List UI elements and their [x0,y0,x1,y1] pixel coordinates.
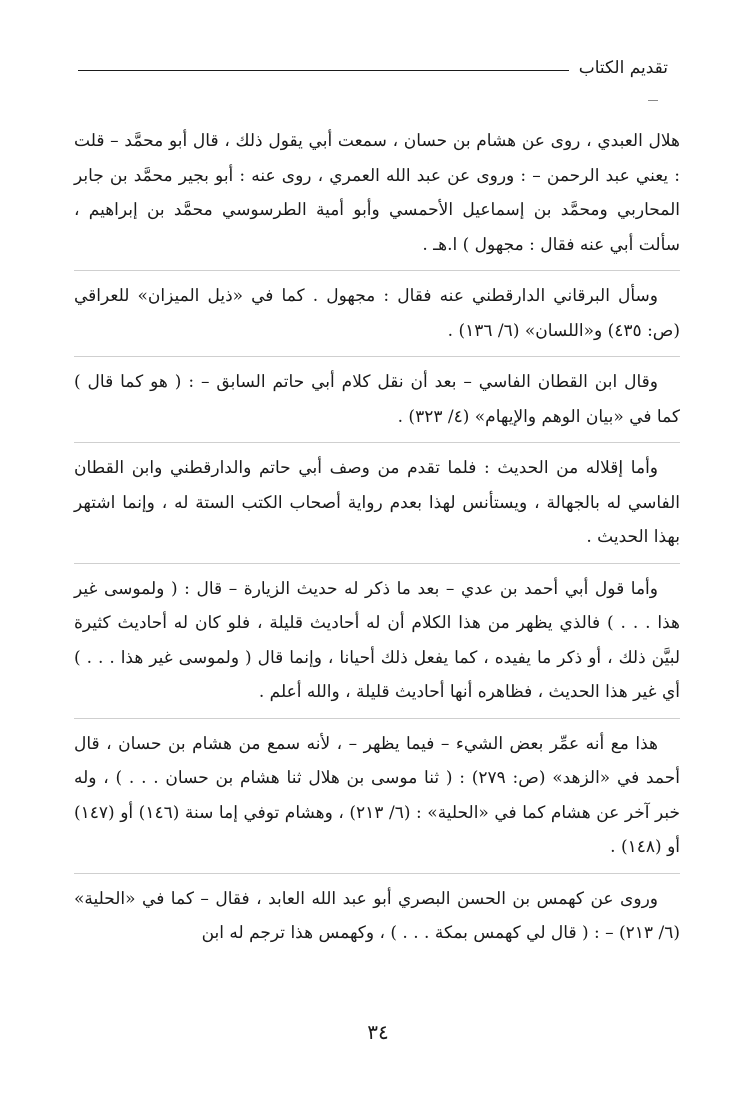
paragraph-divider [74,718,680,719]
running-header [78,56,668,86]
paragraph-divider [74,442,680,443]
page-number: ٣٤ [367,1020,389,1044]
paragraph: وأما قول أبي أحمد بن عدي – بعد ما ذكر له حديث الزيارة – قال : ( ولموسى غير هذا . . . ) فالذي يظهر من هذا الكلام أن له أحاديث قليلة ، فلو كان له أحاديث كثيرة لبيَّن ذلك ، أو ذكر ما يفيده ، كما يفعل ذلك أحيانا ، وإنما قال ( ولموسى غير هذا . . . ) أي غير هذا الحديث ، فظاهره أنها أحاديث قليلة ، والله أعلم . [74,578,680,702]
body-text [74,124,680,951]
paragraph-divider [74,270,680,271]
paragraph: هذا مع أنه عمِّر بعض الشيء – فيما يظهر – ، لأنه سمع من هشام بن حسان ، قال أحمد في «الزهد» (ص: ٢٧٩) : ( ثنا موسى بن هلال ثنا هشام بن حسان . . . ) ، وله خبر آخر عن هشام كما في «الحلية» : (٦/ ٢١٣) ، وهشام توفي إما سنة (١٤٦) أو (١٤٧) أو (١٤٨) . [74,733,680,857]
small-mark [648,100,658,101]
paragraph: وسأل البرقاني الدارقطني عنه فقال : مجهول . كما في «ذيل الميزان» للعراقي (ص: ٤٣٥) و«اللسان» (٦/ ١٣٦) . [74,286,680,341]
paragraph-divider [74,873,680,874]
paragraph: وقال ابن القطان الفاسي – بعد أن نقل كلام أبي حاتم السابق – : ( هو كما قال ) كما في «بيان الوهم والإيهام» (٤/ ٣٢٣) . [74,372,680,427]
header-title: تقديم الكتاب [569,58,668,78]
paragraph: هلال العبدي ، روى عن هشام بن حسان ، سمعت أبي يقول ذلك ، قال أبو محمَّد – قلت : يعني عبد الرحمن – : وروى عن عبد الله العمري ، روى عنه : أبو بجير محمَّد بن جابر المحاربي ومحمَّد بن إسماعيل الأحمسي وأبو أمية الطرسوسي محمَّد بن إبراهيم ، سألت أبي عنه فقال : مجهول ) ا.هـ . [74,131,680,255]
paragraph-divider [74,356,680,357]
paragraph: وروى عن كهمس بن الحسن البصري أبو عبد الله العابد ، فقال – كما في «الحلية» (٦/ ٢١٣) – : ( قال لي كهمس بمكة . . . ) ، وكهمس هذا ترجم له ابن [74,888,680,943]
paragraph: وأما إقلاله من الحديث : فلما تقدم من وصف أبي حاتم والدارقطني وابن القطان الفاسي له بالجهالة ، ويستأنس لهذا بعدم رواية أصحاب الكتب الستة له ، وإنما اشتهر بهذا الحديث . [74,458,680,547]
paragraph-divider [74,563,680,564]
